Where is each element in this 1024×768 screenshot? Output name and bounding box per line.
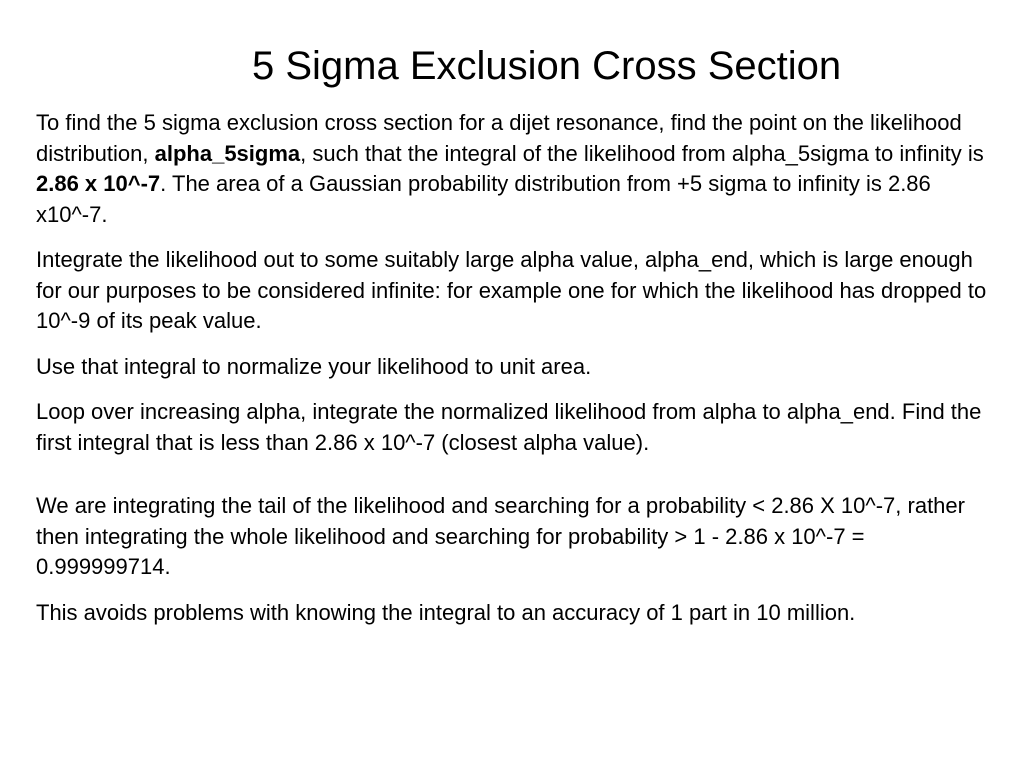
slide-title: 5 Sigma Exclusion Cross Section [252, 44, 842, 88]
slide-body [36, 108, 996, 643]
intro-bold-alpha: alpha_5sigma [154, 140, 301, 166]
paragraph-loop: Loop over increasing alpha, integrate the normalized likelihood from alpha to alpha_end. Find the first integral that is less than 2.86 x 10^-7 (closest alpha value). [36, 399, 982, 455]
paragraph-tail: We are integrating the tail of the likelihood and searching for a probability < 2.86 X 10^-7, rather then integrating the whole likelihood and searching for probability > 1 - 2.86 x 10^-7 = 0.999999714. [36, 493, 965, 579]
paragraph-integrate: Integrate the likelihood out to some suitably large alpha value, alpha_end, which is large enough for our purposes to be considered infinite: for example one for which the likelihood has dropped to 10^-9 of its peak value. [36, 247, 987, 333]
intro-bold-value: 2.86 x 10^-7 [36, 171, 161, 196]
intro-text-1: To find the 5 sigma exclusion cross section for a dijet resonance, find the point on the likelihood distribution, [36, 110, 962, 166]
intro-text-3: . The area of a Gaussian probability distribution from +5 sigma to infinity is 2.86 x10^-7. [36, 171, 931, 227]
paragraph-intro [36, 108, 996, 230]
paragraph-normalize: Use that integral to normalize your likelihood to unit area. [36, 353, 592, 379]
paragraph-accuracy: This avoids problems with knowing the integral to an accuracy of 1 part in 10 million. [36, 599, 856, 625]
intro-text-2: , such that the integral of the likelihood from alpha_5sigma to infinity is [300, 140, 984, 166]
